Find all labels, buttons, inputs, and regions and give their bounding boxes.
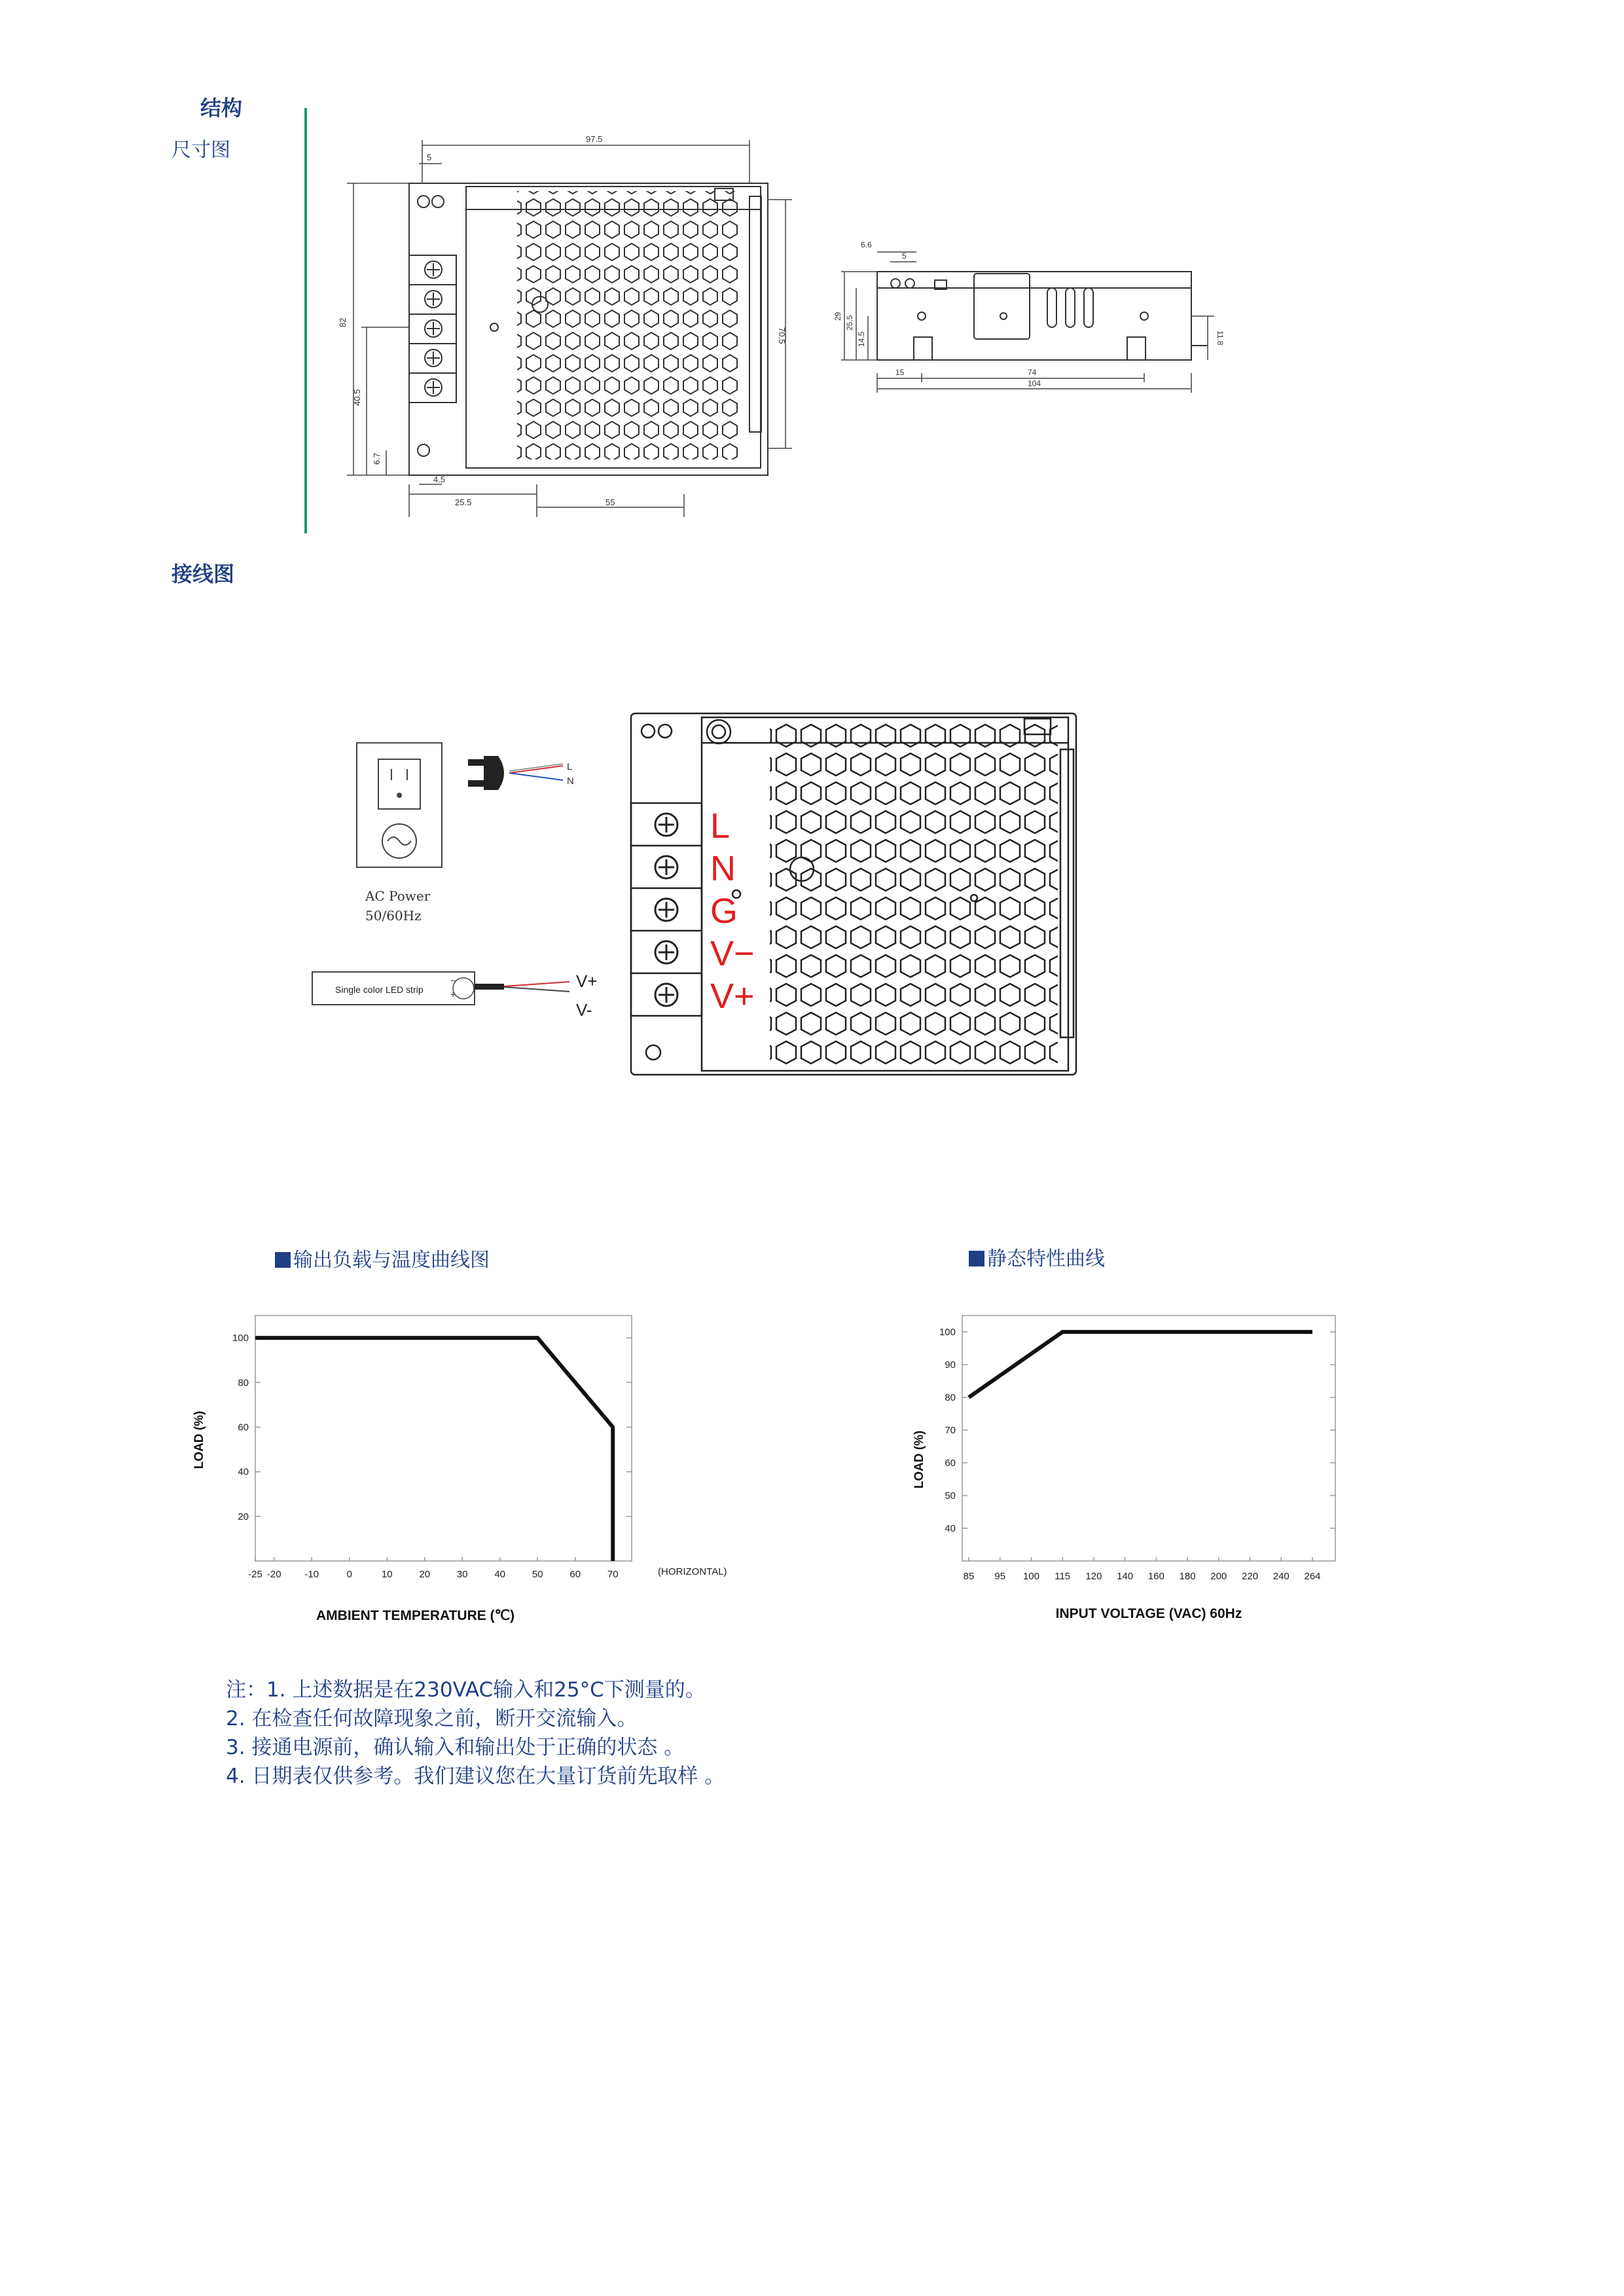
dim-label-mid-height: 40.5	[352, 389, 362, 406]
dim-label-width: 97.5	[586, 134, 603, 144]
chart2-ytick-label: 40	[945, 1523, 956, 1534]
chart2-xtick-label: 200	[1210, 1571, 1227, 1582]
ac-freq-label: 50/60Hz	[365, 908, 422, 924]
dimension-drawing	[327, 131, 1244, 524]
chart2-ytick-label: 80	[945, 1392, 956, 1403]
static-series-line	[969, 1332, 1312, 1397]
chart1-xtick-label: 60	[569, 1569, 581, 1580]
side-label-h1: 29	[833, 312, 842, 321]
chart2-xtick-label: 100	[1022, 1571, 1039, 1582]
note-1: 注：1. 上述数据是在230VAC输入和25°C下测量的。	[226, 1678, 706, 1702]
out-vplus-label: V+	[576, 971, 598, 991]
chart1-xtick-label: 40	[494, 1569, 506, 1580]
note-2: 2. 在检查任何故障现象之前，断开交流输入。	[226, 1707, 638, 1731]
title-square-icon	[969, 1251, 984, 1266]
dim-label-inner-height: 70.5	[777, 327, 787, 344]
wiring-heading: 接线图	[171, 562, 235, 586]
chart1-xtick-label: -25	[248, 1569, 262, 1580]
side-label-right: 11.8	[1216, 331, 1225, 346]
note-3: 3. 接通电源前，确认输入和输出处于正确的状态 。	[226, 1736, 685, 1759]
svg-text:−: −	[450, 975, 456, 986]
side-view	[877, 272, 1208, 360]
terminal-label-vplus: V+	[710, 977, 755, 1016]
dim-label-height: 82	[338, 317, 348, 327]
section-divider	[304, 108, 307, 533]
terminal-label-vminus: V−	[710, 934, 755, 973]
chart2-ytick-label: 90	[945, 1359, 956, 1371]
dimension-heading: 尺寸图	[171, 139, 230, 162]
dim-label-hole-top: 5	[427, 152, 432, 162]
side-label-a: 6.6	[861, 240, 872, 249]
terminal-label-n: N	[710, 849, 736, 888]
out-vminus-label: V-	[576, 1000, 592, 1020]
chart2-ytick-label: 50	[945, 1490, 956, 1501]
chart1-ytick-label: 20	[238, 1511, 249, 1522]
chart1-xtick-label: 50	[532, 1569, 543, 1580]
chart1-xlabel: AMBIENT TEMPERATURE (℃)	[316, 1608, 515, 1623]
side-label-total: 104	[1028, 379, 1041, 388]
plug-l-label: L	[567, 761, 573, 772]
chart1-ytick-label: 40	[238, 1466, 249, 1478]
chart1-x-extra: (HORIZONTAL)	[658, 1566, 727, 1577]
chart1-xtick-label: 20	[419, 1569, 431, 1580]
chart1-ytick-label: 60	[238, 1422, 249, 1433]
chart1-xtick-label: 70	[607, 1569, 619, 1580]
chart2-xtick-label: 220	[1242, 1571, 1259, 1582]
terminal-label-g: G	[710, 891, 738, 931]
chart1-xtick-label: -10	[304, 1569, 319, 1580]
derating-title-text: 输出负载与温度曲线图	[293, 1249, 490, 1272]
chart2-frame	[962, 1316, 1335, 1561]
dim-label-bottom-offset: 6.7	[372, 452, 382, 465]
dim-label-bottom-left: 25.5	[455, 497, 472, 507]
chart2-xtick-label: 180	[1179, 1571, 1196, 1582]
notes-block	[226, 1676, 725, 1791]
svg-text:+: +	[450, 989, 456, 999]
static-chart	[910, 1302, 1355, 1643]
chart1-xtick-label: -20	[266, 1569, 281, 1580]
chart1-xtick-label: 10	[381, 1569, 393, 1580]
chart2-xtick-label: 140	[1117, 1571, 1134, 1582]
chart2-ytick-label: 100	[939, 1327, 956, 1338]
chart2-ylabel: LOAD (%)	[912, 1430, 926, 1489]
note-4: 4. 日期表仅供参考。我们建议您在大量订货前先取样 。	[226, 1765, 725, 1788]
structure-heading: 结构	[200, 96, 243, 120]
derating-title	[275, 1244, 490, 1272]
chart1-xtick-label: 0	[346, 1569, 352, 1580]
chart2-xtick-label: 240	[1272, 1571, 1290, 1582]
terminal-screws-dim	[425, 261, 442, 396]
side-label-h2: 25.5	[845, 315, 854, 331]
chart1-ylabel: LOAD (%)	[192, 1410, 206, 1469]
chart1-ytick-label: 100	[232, 1333, 249, 1344]
static-title-text: 静态特性曲线	[987, 1247, 1105, 1270]
dim-label-bottom-span: 55	[605, 497, 615, 507]
plug-icon	[468, 756, 563, 790]
side-label-h3: 14.5	[857, 331, 866, 347]
chart2-xtick-label: 120	[1085, 1571, 1102, 1582]
wiring-diagram	[301, 694, 1126, 1086]
wall-socket-icon	[357, 743, 442, 867]
chart2-xtick-label: 85	[963, 1571, 975, 1582]
chart1-ytick-label: 80	[238, 1377, 249, 1389]
chart2-xtick-label: 160	[1147, 1571, 1164, 1582]
chart1-frame	[255, 1316, 632, 1561]
chart2-ytick-label: 60	[945, 1458, 956, 1469]
ac-power-label: AC Power	[365, 888, 431, 904]
derating-series-line	[255, 1338, 613, 1561]
chart2-xtick-label: 95	[994, 1571, 1006, 1582]
led-strip-label: Single color LED strip	[335, 984, 424, 995]
side-label-b: 5	[902, 251, 907, 260]
title-square-icon	[275, 1252, 291, 1268]
plug-n-label: N	[567, 776, 574, 787]
chart2-xlabel: INPUT VOLTAGE (VAC) 60Hz	[1055, 1606, 1242, 1621]
derating-chart	[177, 1302, 753, 1643]
terminal-screws	[655, 814, 677, 1006]
side-label-b1: 15	[895, 368, 905, 377]
terminal-label-l: L	[710, 806, 731, 846]
chart2-xtick-label: 264	[1304, 1571, 1321, 1582]
side-label-b2: 74	[1028, 368, 1037, 377]
dim-label-hole-bottom: 4.5	[433, 475, 446, 484]
chart2-ytick-label: 70	[945, 1425, 956, 1436]
static-title	[969, 1242, 1105, 1271]
chart2-xtick-label: 115	[1055, 1571, 1071, 1582]
chart1-xtick-label: 30	[456, 1569, 468, 1580]
